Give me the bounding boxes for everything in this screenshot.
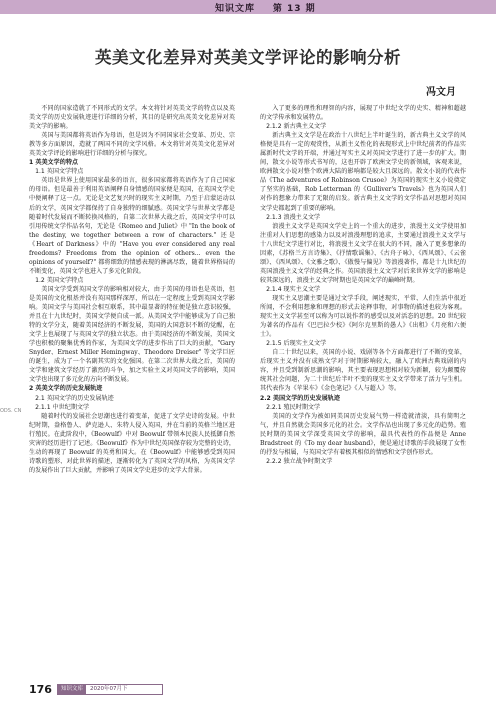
article-title: 英美文化差异对英美文学评论的影响分析: [95, 48, 401, 67]
left-column-paragraph: 不同的国家造就了不同形式的文学。本文将针对英美文学的特点以及英美文学的历史发展轨迹进行详细的分析，其目的是研究出英美文化差异对英美文学的影响。: [29, 105, 235, 131]
page-footer: [29, 683, 163, 696]
right-column-heading: 2.1.4 现实主义文学: [266, 285, 321, 293]
right-column-paragraph: 自二十世纪以来，英国的小说、戏剧等各个方面都进行了不断的变革，后现实主义并没有成熟文学对于时期影响较大，融入了欧洲古典戏剧的内容，并且受到制新思潮的影响，其主要表现思想相对较为新颖，较为颠覆传统其社会问题，为二十世纪后半叶不变的现实主义文学带来了活力与生机。其代表作为《苹果车》《金色笔记》《人与超人》等。: [260, 349, 466, 393]
right-column-heading: 2.1.2 新古典主义文学: [266, 123, 327, 131]
article-author: 冯文月: [426, 87, 456, 98]
left-column-heading: 1.2 美国文学特点: [35, 276, 84, 284]
left-column-paragraph: 英语是世界上使用国家最多的语言，很多国家都将英语作为了自己国家的母语。但是最善于利用英语阐释自身情感的国家便是英国，在英国文学史中便阐释了这一点。无论是文艺复兴时的现实主义时期，乃至于启蒙运动以后的文学，英国文学都保持了自身独特的细腻感。英国文学与世界文学都是随着时代发展而不断转换风格的，自第二次世界大战之后，英国文学中可以引用传统文学作品名句，无论是《Romeo and Juliet》中 "In the book of the destiny, we together between a row of characters." 还是《Heart of Darkness》中的 "Have you ever considered any real freedoms? Freedoms from the opinion of others... even the opinions of yourself?" 都将细致的情感表现的淋漓尽致，随着世界格局的不断变化，英国文学也进入了多元化阶段。: [29, 177, 235, 275]
right-column-paragraph: 现实主义思潮主要是通过文学手段，阐述现实，平常、人们生活中很近所闻，不会利用想象和理想的形式去诠释事物，对事物的描述也较为客观。现实主义文学甚至可以称为可以说作者的感受以及对活态的思想。20 世纪较为著名的作品有《巴巴拉少校》《阿尔克里斯的愚人》《出租》《月亮和六便士》。: [260, 294, 466, 339]
right-column-paragraph: 浪漫主义文学是英国文学史上的一个重大的进步，浪漫主义文学使用加注重对人们思想的感染力以及对浪漫理想的追求，主要通过浪漫主义文学与十八世纪文学进行对比，将浪漫主义文学在很大的不同，融入了更多想象的因素，《苏格兰方言诗集》、《抒情歌谣集》、《古舟子咏》、《西风颂》、《云雀颂》、《西风颂》、《文雅之歌》、《傲慢与偏见》等浪漫著作，都是十九世纪的英国浪漫主义文学的经典之作。英国浪漫主义文学对后来世界文学的影响是较其深远的，浪漫主义文学时期也是英国文学的巅峰时期。: [260, 222, 466, 284]
running-header: [215, 1, 330, 14]
right-column-heading: 2.2.2 独立战争时期文学: [266, 457, 333, 465]
left-column: [29, 104, 235, 676]
issue-number: 第 13 期: [272, 4, 316, 14]
journal-name: 知识文库: [215, 4, 256, 14]
right-column-heading: 2.2 美国文学的历史发展轨迹: [260, 394, 340, 402]
footer-bar: [57, 684, 163, 695]
left-column-heading: 1.1 英国文学特点: [35, 168, 84, 176]
left-column-paragraph: 美国文学受到英国文学的影响相对较大，由于美国的母语也是英语，但是美国的文化根基并没有英国那样深厚，所以在一定程度上受到英国文学影响。美国文学与美国社会相互联系，其中最显著的特征便是独立意识较强，并且在十九世纪时，美国文学便自成一派。从美国文学中能够成为了自己独特的文学分支，随着美国经济的不断发展，美国的大国意识不断的觉醒，在文学上也展现了与英国文学的独立状态。由于美国经济的不断发展，美国文学也积极的聚集优秀的作家，为美国文学的进步作出了巨大的贡献，"Gary Snyder、Ernest Miller Hemingway、Theodore Dreiser" 等文学巨匠的诞生，成为了一个名副其实的文化强国。在第二次世界大战之后，美国的文学和建筑文学经历了激烈的斗争，加之实验主义对英国文学的影响，美国文学也出现了多元化的方向不断发展。: [29, 285, 235, 384]
right-column-paragraph: 新古典主义文学是在政治十八世纪上半叶诞生的，新古典主义文学的风格便是具有一定的观赏性，从新主义性化的表现形式上中世纪前者的作品实属新时代文学的开端，并通过写实主义对英国文学进行了进一步的扩大。期间，散文小说等形式书写的，这也开辟了欧洲文学史的新领域，客观来说，欧洲散文小说对整个欧洲大陆的影响都是较大且深远的。散文小说的代表作品《The adventures of Robinson Crusoe》为英国的现实主义小说奠定了坚实的基础，Rob Letterman 的《Gulliver's Travels》也为英国人们对作的想象力带来了无限的启发。新古典主义文学的文学作品对思想对英国文学史都起到了重要的影响。: [260, 132, 466, 212]
left-column-heading: 2.1.1 中世纪期文学: [35, 403, 90, 411]
footer-date: 2020年07月下: [89, 686, 128, 692]
right-column-heading: 2.2.1 殖民时期文学: [266, 403, 321, 411]
side-watermark: ODS. CN: [0, 408, 22, 414]
left-column-paragraph: 随着时代的发展社会思潮也进行着变革，促进了文学史诗的发展。中世纪时期，盎格鲁人、萨克逊人、朱特人侵入英国，并在当前的英格兰地区进行殖民。在此阶段中，《Beowulf》中对 Beowulf 带领本民族人民抵御自然灾害的经历进行了记述。《Beowulf》作为中世纪英国保存较为完整的史诗，生动的再现了 Beowulf 的英勇和国大。在《Beowulf》中能够感受到英国诗歌的塑形、对此世界的描述，逐渐转化为了英国文学的风格，为英国文学的发展作出了巨大贡献，并影响了英国文学史进步的文学大背景。: [29, 412, 235, 474]
page-number: 176: [29, 683, 52, 696]
left-column-heading: 1 英美文学的特点: [29, 159, 79, 167]
right-column-heading: 2.1.3 浪漫主义文学: [266, 213, 321, 221]
right-column: [260, 104, 466, 694]
left-column-paragraph: 英国与美国都将英语作为母语，但是因为不同国家社会变革、历史、宗教等多方面原因，造就了两国不同的文学风格。本文将针对英美文化差异对英美文学评论的影响进行详细的分析与探究。: [29, 132, 235, 158]
right-column-heading: 2.1.5 后现实主义文学: [266, 340, 327, 348]
left-column-heading: 2 英美文学的历史发展轨迹: [29, 385, 103, 393]
right-column-paragraph: 入了更多的理性和理智的内容，展现了中世纪文学的史实、精神和超越的文学传承和发展特点。: [260, 105, 466, 122]
right-column-paragraph: 美国的文学作为被如同美国历史发展气势一样造就清淡，具有简明之气，并且自然就会美国多元化的社会。文学作品也出现了多元化的趋势。殖民时期的美国文学深受英国文学的影响，最具代表性的作品便是 Anne Bradstreet 的《To my dear husband》，便是通过诗歌的手段展现了女性的抒发与相属，与英国文学有着极其相似的情感和文学创作形式。: [260, 412, 466, 456]
footer-journal-tag: 知识文库: [58, 685, 86, 694]
left-column-heading: 2.1 英国文学的历史发展轨迹: [35, 394, 114, 402]
